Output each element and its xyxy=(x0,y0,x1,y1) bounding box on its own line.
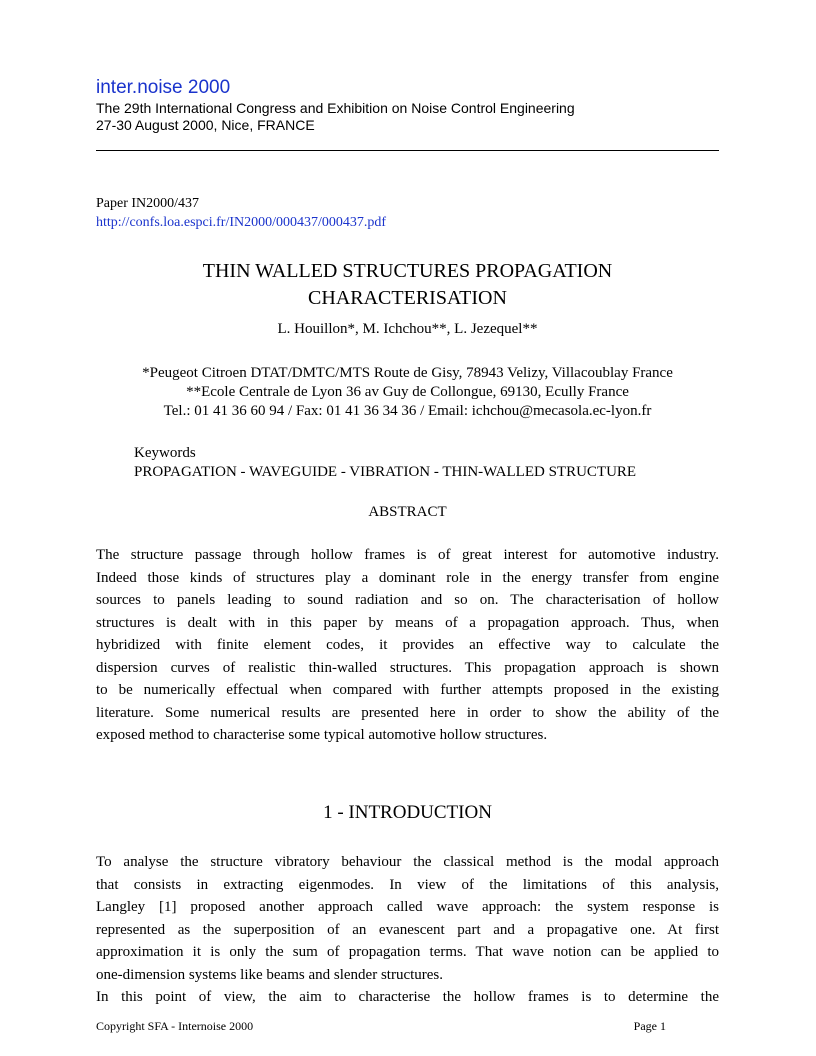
introduction-line: approximation it is only the sum of propagation terms. That wave notion can be applied to xyxy=(96,944,719,960)
abstract-line: dispersion curves of realistic thin-walled structures. This propagation approach is shown xyxy=(96,659,719,676)
introduction-line: that consists in extracting eigenmodes. In view of the limitations of this analysis, xyxy=(96,876,719,893)
introduction-line: To analyse the structure vibratory behaviour the classical method is the modal approach xyxy=(96,854,719,870)
header-divider xyxy=(96,150,719,151)
abstract-line: Indeed those kinds of structures play a dominant role in the energy transfer from engine xyxy=(96,569,719,586)
introduction-line: In this point of view, the aim to characterise the hollow frames is to determine the xyxy=(96,989,719,1005)
keywords-label: Keywords xyxy=(134,445,196,461)
footer-copyright: Copyright SFA - Internoise 2000 xyxy=(96,1019,254,1033)
introduction-body xyxy=(96,851,719,1009)
paper-title xyxy=(96,258,719,312)
paper-title-line-1: THIN WALLED STRUCTURES PROPAGATION xyxy=(202,260,613,282)
paper-url-link[interactable]: http://confs.loa.espci.fr/IN2000/000437/000437.pdf xyxy=(96,215,387,230)
affiliation-line: *Peugeot Citroen DTAT/DMTC/MTS Route de Gisy, 78943 Velizy, Villacoublay France xyxy=(142,365,673,381)
page-footer xyxy=(96,1019,666,1033)
conference-dates: 27-30 August 2000, Nice, FRANCE xyxy=(96,117,315,133)
authors: L. Houillon*, M. Ichchou**, L. Jezequel** xyxy=(277,321,538,337)
abstract-body xyxy=(96,544,719,747)
paper-id: Paper IN2000/437 xyxy=(96,196,200,211)
footer-page-number: Page 1 xyxy=(633,1019,666,1033)
abstract-line: sources to panels leading to sound radiation and so on. The characterisation of hollow xyxy=(96,592,719,608)
conference-full-title: The 29th International Congress and Exhibition on Noise Control Engineering xyxy=(96,100,575,116)
abstract-line: The structure passage through hollow frames is of great interest for automotive industry. xyxy=(96,547,719,563)
abstract-line: hybridized with finite element codes, it provides an effective way to calculate the xyxy=(96,637,719,653)
affiliation-line: Tel.: 01 41 36 60 94 / Fax: 01 41 36 34 36 / Email: ichchou@mecasola.ec-lyon.fr xyxy=(163,403,652,419)
paper-title-line-2: CHARACTERISATION xyxy=(308,287,507,309)
keywords-list: PROPAGATION - WAVEGUIDE - VIBRATION - THIN-WALLED STRUCTURE xyxy=(134,464,637,480)
conference-name: inter.noise 2000 xyxy=(96,77,231,98)
affiliation-line: **Ecole Centrale de Lyon 36 av Guy de Collongue, 69130, Ecully France xyxy=(186,384,629,400)
introduction-line: one-dimension systems like beams and slender structures. xyxy=(96,966,444,983)
abstract-line: literature. Some numerical results are presented here in order to show the ability of the xyxy=(96,704,719,721)
abstract-line: exposed method to characterise some typical automotive hollow structures. xyxy=(96,727,548,743)
abstract-heading: ABSTRACT xyxy=(368,504,447,520)
introduction-line: represented as the superposition of an evanescent part and a propagative one. At first xyxy=(96,921,719,938)
abstract-line: to be numerically effectual when compared with further attempts proposed in the existing xyxy=(96,682,719,698)
abstract-line: structures is dealt with in this paper by means of a propagation approach. Thus, when xyxy=(96,614,719,631)
affiliations xyxy=(96,364,719,421)
section-heading-introduction: 1 - INTRODUCTION xyxy=(323,802,492,823)
conference-header xyxy=(96,76,575,134)
keywords-block xyxy=(134,444,636,482)
introduction-line: Langley [1] proposed another approach called wave approach: the system response is xyxy=(96,899,719,915)
